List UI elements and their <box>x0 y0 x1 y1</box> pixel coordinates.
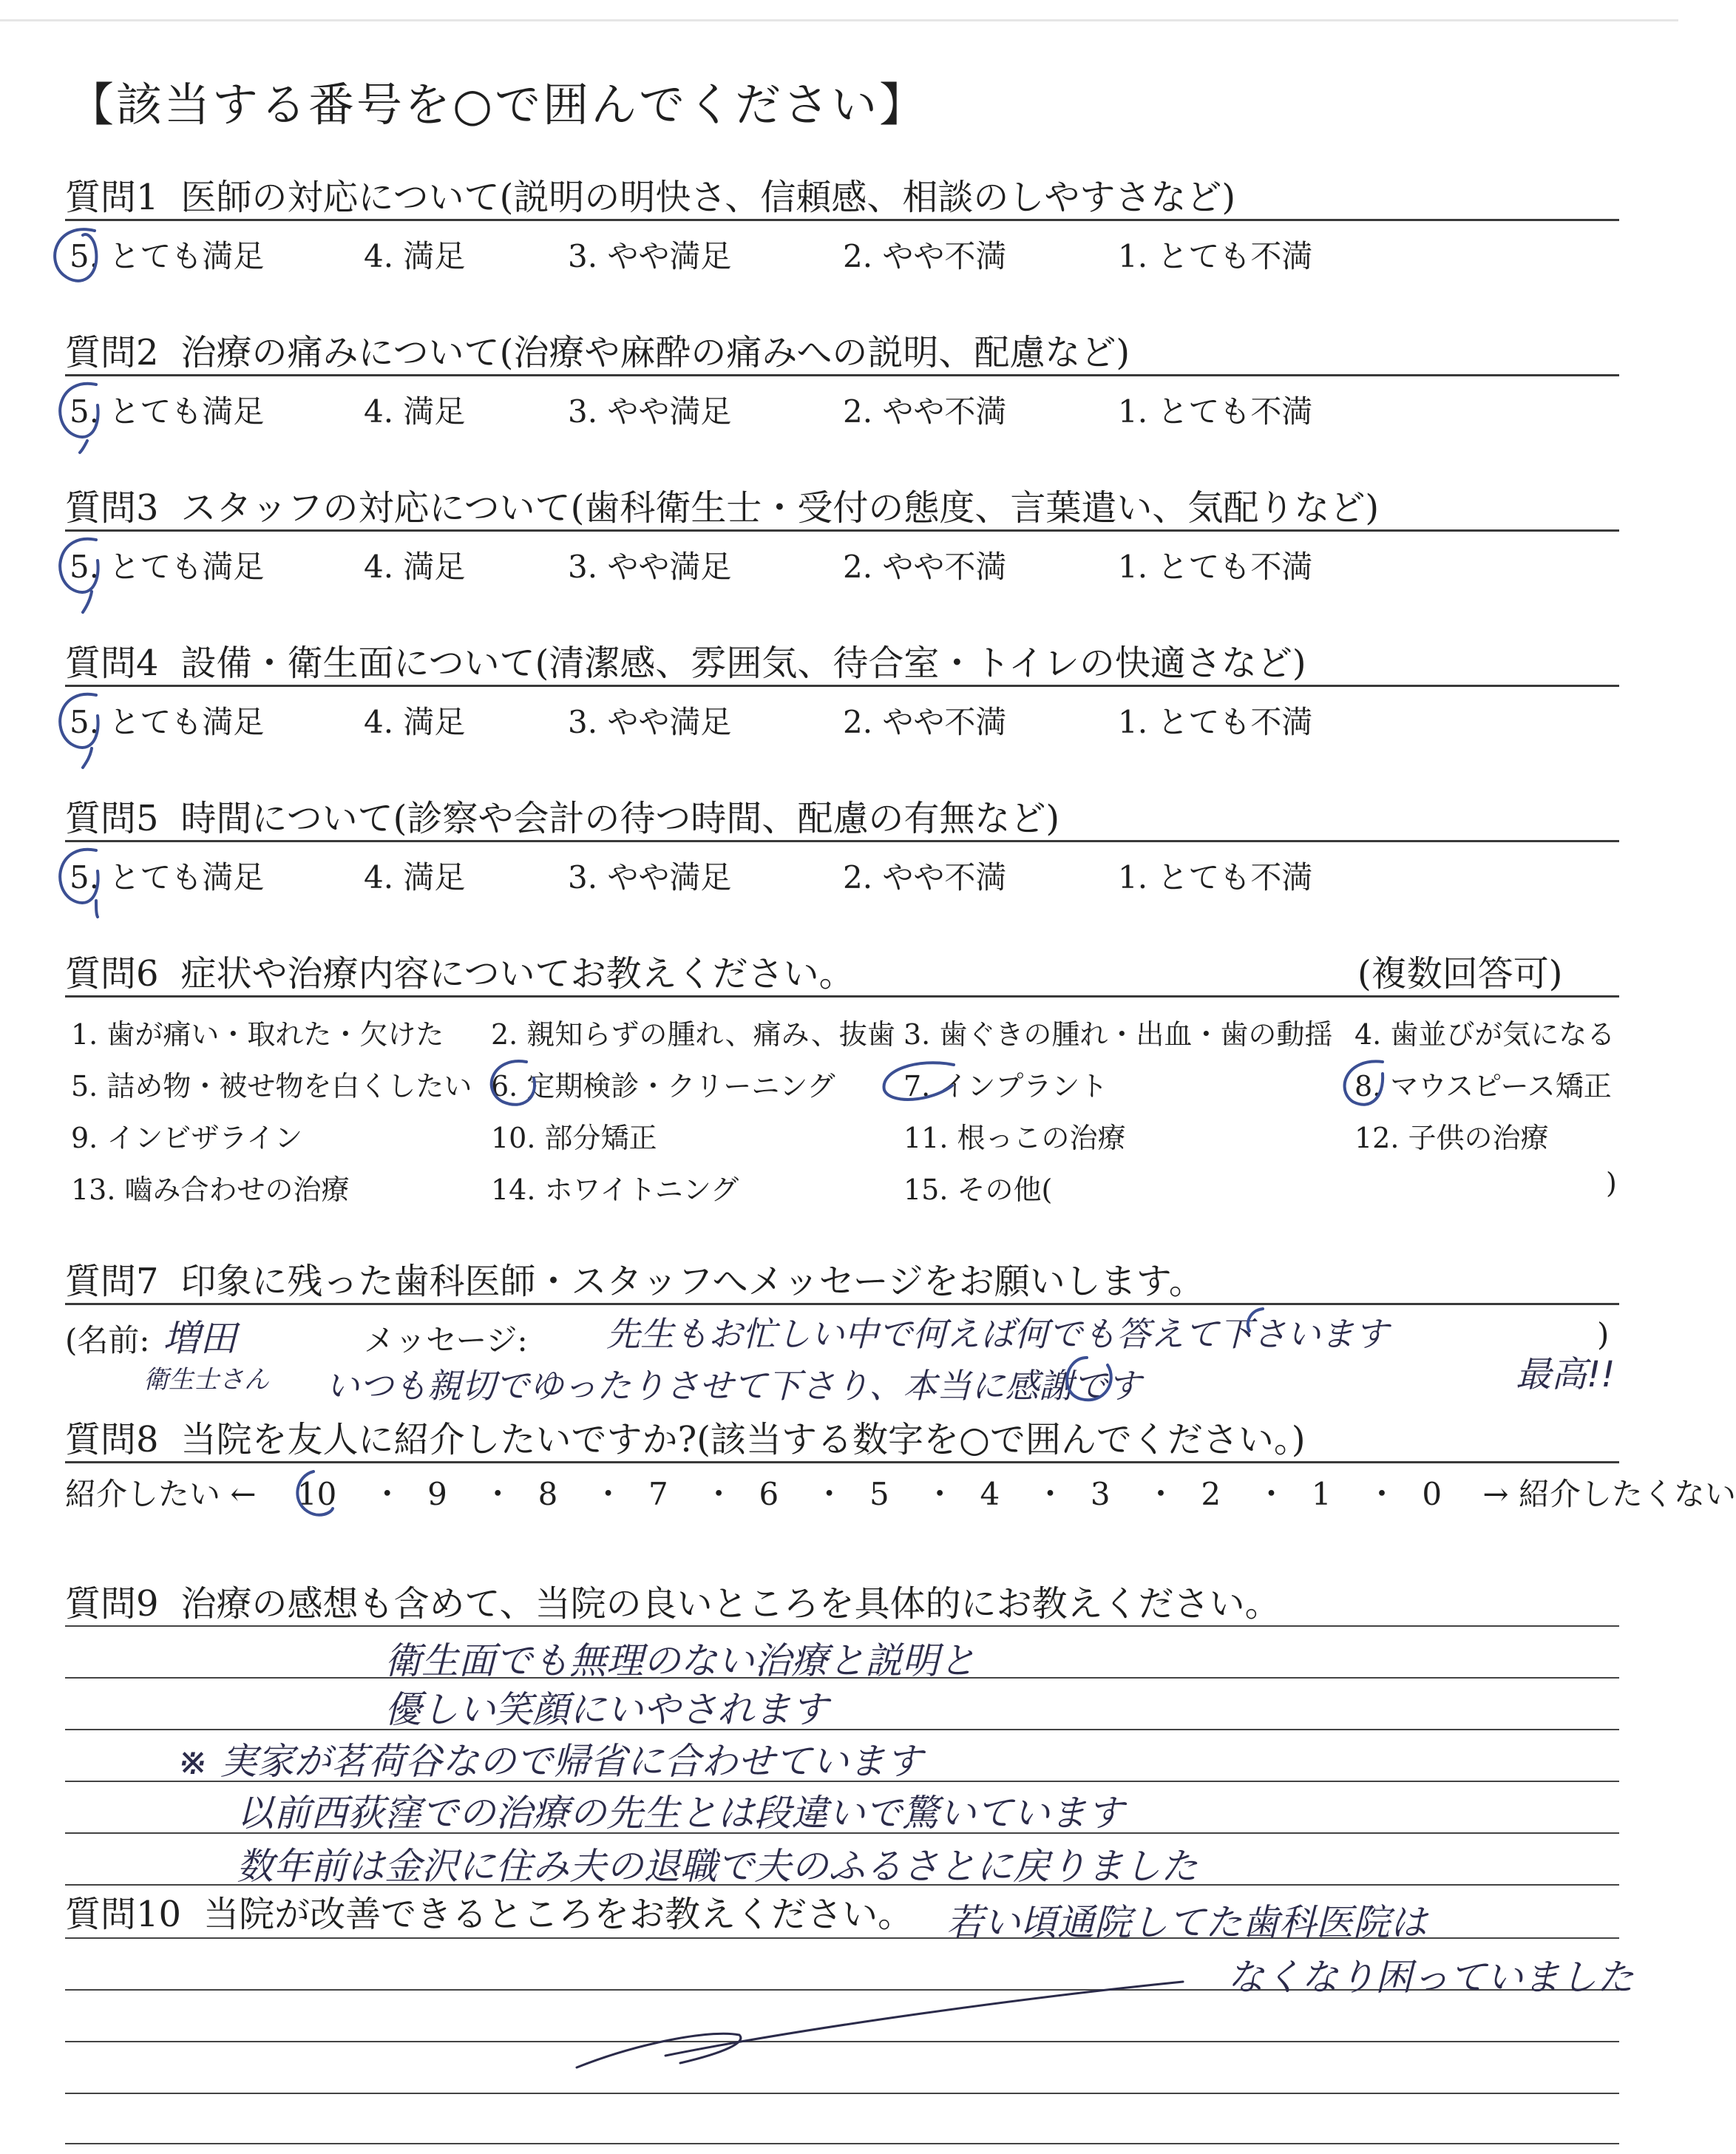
q10-scribble-stroke <box>577 1982 1183 2067</box>
option-2[interactable]: 2. やや不満 <box>843 549 1007 585</box>
q6-item[interactable]: 5. 詰め物・被せ物を白くしたい <box>71 1070 472 1103</box>
dot-separator: ・ <box>1145 1476 1177 1512</box>
close-paren: ) <box>1597 1316 1610 1352</box>
question-number: 質問5 <box>65 798 159 839</box>
question-number: 質問7 <box>65 1261 159 1302</box>
name-label: (名前: <box>65 1322 150 1358</box>
question-number: 質問9 <box>65 1583 159 1625</box>
option-3[interactable]: 3. やや満足 <box>568 859 732 895</box>
divider <box>65 374 1619 376</box>
question-text: 症状や治療内容についてお教えください。 <box>180 953 855 995</box>
question-text: 印象に残った歯科医師・スタッフへメッセージをお願いします。 <box>180 1261 1204 1302</box>
option-2[interactable]: 2. やや不満 <box>843 393 1007 430</box>
question-7 <box>65 1253 1204 1304</box>
divider <box>65 685 1619 687</box>
q6-item[interactable]: 2. 親知らずの腫れ、痛み、抜歯 <box>491 1018 895 1051</box>
question-text: 当院を友人に紹介したいですか?(該当する数字を○で囲んでください。) <box>180 1419 1306 1460</box>
divider <box>65 1461 1619 1463</box>
q6-item[interactable]: 12. 子供の治療 <box>1354 1122 1549 1154</box>
scale-4[interactable]: 4 <box>980 1476 1000 1512</box>
dot-separator: ・ <box>813 1476 845 1512</box>
option-3[interactable]: 3. やや満足 <box>568 393 732 430</box>
question-3 <box>65 479 1379 530</box>
question-10 <box>65 1886 913 1937</box>
option-2[interactable]: 2. やや不満 <box>843 859 1007 895</box>
close-paren: ) <box>1606 1167 1617 1199</box>
dot-separator: ・ <box>1255 1476 1287 1512</box>
option-1[interactable]: 1. とても不満 <box>1118 549 1313 585</box>
option-1[interactable]: 1. とても不満 <box>1118 859 1313 895</box>
question-text: 設備・衛生面について(清潔感、雰囲気、待合室・トイレの快適さなど) <box>180 643 1306 684</box>
option-3[interactable]: 3. やや満足 <box>568 704 732 740</box>
handwritten-q9-line6: 若い頃通院してた歯科医院は <box>946 1901 1427 1944</box>
q6-item[interactable]: 15. その他( <box>903 1173 1053 1206</box>
instruction-header: 【該当する番号を○で囲んでください】 <box>68 78 928 132</box>
scale-10[interactable]: 10 <box>296 1476 337 1512</box>
question-number: 質問8 <box>65 1419 159 1460</box>
message-label: メッセージ: <box>364 1322 528 1358</box>
option-4[interactable]: 4. 満足 <box>364 238 466 274</box>
multiple-answer-note: (複数回答可) <box>1357 953 1563 995</box>
q6-item[interactable]: 1. 歯が痛い・取れた・欠けた <box>71 1018 444 1051</box>
divider <box>65 529 1619 532</box>
option-5[interactable]: 5. とても満足 <box>69 859 265 895</box>
question-text: スタッフの対応について(歯科衛生士・受付の態度、言葉遣い、気配りなど) <box>180 487 1380 529</box>
option-5[interactable]: 5. とても満足 <box>69 238 265 274</box>
top-edge-line <box>0 19 1678 21</box>
handwritten-q9-line2: 優しい笑顔にいやされます <box>384 1688 828 1731</box>
dot-separator: ・ <box>1034 1476 1066 1512</box>
option-1[interactable]: 1. とても不満 <box>1118 238 1313 274</box>
answer-line <box>65 2041 1619 2042</box>
handwritten-q9-line5: 数年前は金沢に住み夫の退職で夫のふるさとに戻りました <box>237 1845 1198 1888</box>
scale-5[interactable]: 5 <box>869 1476 889 1512</box>
answer-line <box>65 2143 1619 2144</box>
dot-separator: ・ <box>371 1476 403 1512</box>
handwritten-staff-role: 衛生士さん <box>143 1365 269 1395</box>
question-9 <box>65 1575 1281 1626</box>
dot-separator: ・ <box>592 1476 624 1512</box>
divider <box>65 1303 1619 1305</box>
answer-line <box>65 1625 1619 1627</box>
divider <box>65 995 1619 998</box>
q6-item[interactable]: 8. マウスピース矯正 <box>1354 1070 1612 1103</box>
handwritten-q9-line7: なくなり困っていました <box>1227 1956 1634 1999</box>
handwritten-message-line2: いつも親切でゆったりさせて下さり、本当に感謝です <box>325 1366 1142 1406</box>
scale-6[interactable]: 6 <box>759 1476 779 1512</box>
scale-1[interactable]: 1 <box>1311 1476 1332 1512</box>
q6-item[interactable]: 10. 部分矯正 <box>491 1122 657 1154</box>
option-2[interactable]: 2. やや不満 <box>843 238 1007 274</box>
question-6 <box>65 945 855 996</box>
option-2[interactable]: 2. やや不満 <box>843 704 1007 740</box>
q6-item[interactable]: 4. 歯並びが気になる <box>1354 1018 1615 1051</box>
q6-item[interactable]: 11. 根っこの治療 <box>903 1122 1126 1154</box>
recommend-scale <box>65 1470 1736 1514</box>
handwritten-q9-line1: 衛生面でも無理のない治療と説明と <box>384 1639 976 1682</box>
option-3[interactable]: 3. やや満足 <box>568 238 732 274</box>
q6-item[interactable]: 7. インプラント <box>903 1070 1108 1103</box>
scale-9[interactable]: 9 <box>427 1476 447 1512</box>
option-5[interactable]: 5. とても満足 <box>69 393 265 430</box>
divider <box>65 840 1619 842</box>
handwritten-message-line1: 先生もお忙しい中で何えば何でも答えて下さいます <box>606 1314 1389 1354</box>
q6-item[interactable]: 14. ホワイトニング <box>491 1173 739 1206</box>
q6-item[interactable]: 6. 定期検診・クリーニング <box>491 1070 835 1103</box>
answer-line <box>65 1729 1619 1730</box>
question-text: 医師の対応について(説明の明快さ、信頼感、相談のしやすさなど) <box>180 177 1236 218</box>
option-5[interactable]: 5. とても満足 <box>69 549 265 585</box>
dot-separator: ・ <box>924 1476 956 1512</box>
option-4[interactable]: 4. 満足 <box>364 393 466 430</box>
scale-2[interactable]: 2 <box>1201 1476 1221 1512</box>
question-text: 時間について(診察や会計の待つ時間、配慮の有無など) <box>180 798 1060 839</box>
scale-right-label: → 紹介したくない <box>1482 1476 1736 1512</box>
option-4[interactable]: 4. 満足 <box>364 549 466 585</box>
option-4[interactable]: 4. 満足 <box>364 859 466 895</box>
question-number: 質問6 <box>65 953 159 995</box>
question-text: 当院が改善できるところをお教えください。 <box>203 1894 914 1935</box>
question-2 <box>65 324 1130 375</box>
question-text: 治療の痛みについて(治療や麻酔の痛みへの説明、配慮など) <box>180 332 1130 373</box>
option-1[interactable]: 1. とても不満 <box>1118 704 1313 740</box>
option-3[interactable]: 3. やや満足 <box>568 549 732 585</box>
question-number: 質問10 <box>65 1894 182 1935</box>
handwritten-exclamation: 最高!! <box>1516 1354 1615 1395</box>
question-number: 質問2 <box>65 332 159 373</box>
option-4[interactable]: 4. 満足 <box>364 704 466 740</box>
divider <box>65 219 1619 221</box>
question-text: 治療の感想も含めて、当院の良いところを具体的にお教えください。 <box>180 1583 1281 1625</box>
handwritten-name: 増田 <box>163 1317 237 1360</box>
handwritten-q9-line3: ※ 実家が茗荷谷なので帰省に合わせています <box>177 1740 923 1783</box>
question-number: 質問3 <box>65 487 159 529</box>
dot-separator: ・ <box>1366 1476 1397 1512</box>
handwritten-q9-line4: 以前西荻窪での治療の先生とは段違いで驚いています <box>237 1792 1124 1835</box>
scale-left-label: 紹介したい ← <box>65 1476 257 1512</box>
scale-3[interactable]: 3 <box>1090 1476 1111 1512</box>
question-5 <box>65 790 1059 841</box>
q6-item[interactable]: 9. インビザライン <box>71 1122 303 1154</box>
question-1 <box>65 169 1235 220</box>
scale-7[interactable]: 7 <box>648 1476 668 1512</box>
scale-0[interactable]: 0 <box>1422 1476 1442 1512</box>
option-1[interactable]: 1. とても不満 <box>1118 393 1313 430</box>
scale-8[interactable]: 8 <box>538 1476 558 1512</box>
question-4 <box>65 634 1306 685</box>
question-8 <box>65 1411 1306 1462</box>
question-number: 質問1 <box>65 177 159 218</box>
dot-separator: ・ <box>703 1476 735 1512</box>
option-5[interactable]: 5. とても満足 <box>69 704 265 740</box>
question-number: 質問4 <box>65 643 159 684</box>
dot-separator: ・ <box>482 1476 514 1512</box>
q6-item[interactable]: 3. 歯ぐきの腫れ・出血・歯の動揺 <box>903 1018 1333 1051</box>
answer-line <box>65 2093 1619 2094</box>
q6-item[interactable]: 13. 嚙み合わせの治療 <box>71 1173 350 1206</box>
